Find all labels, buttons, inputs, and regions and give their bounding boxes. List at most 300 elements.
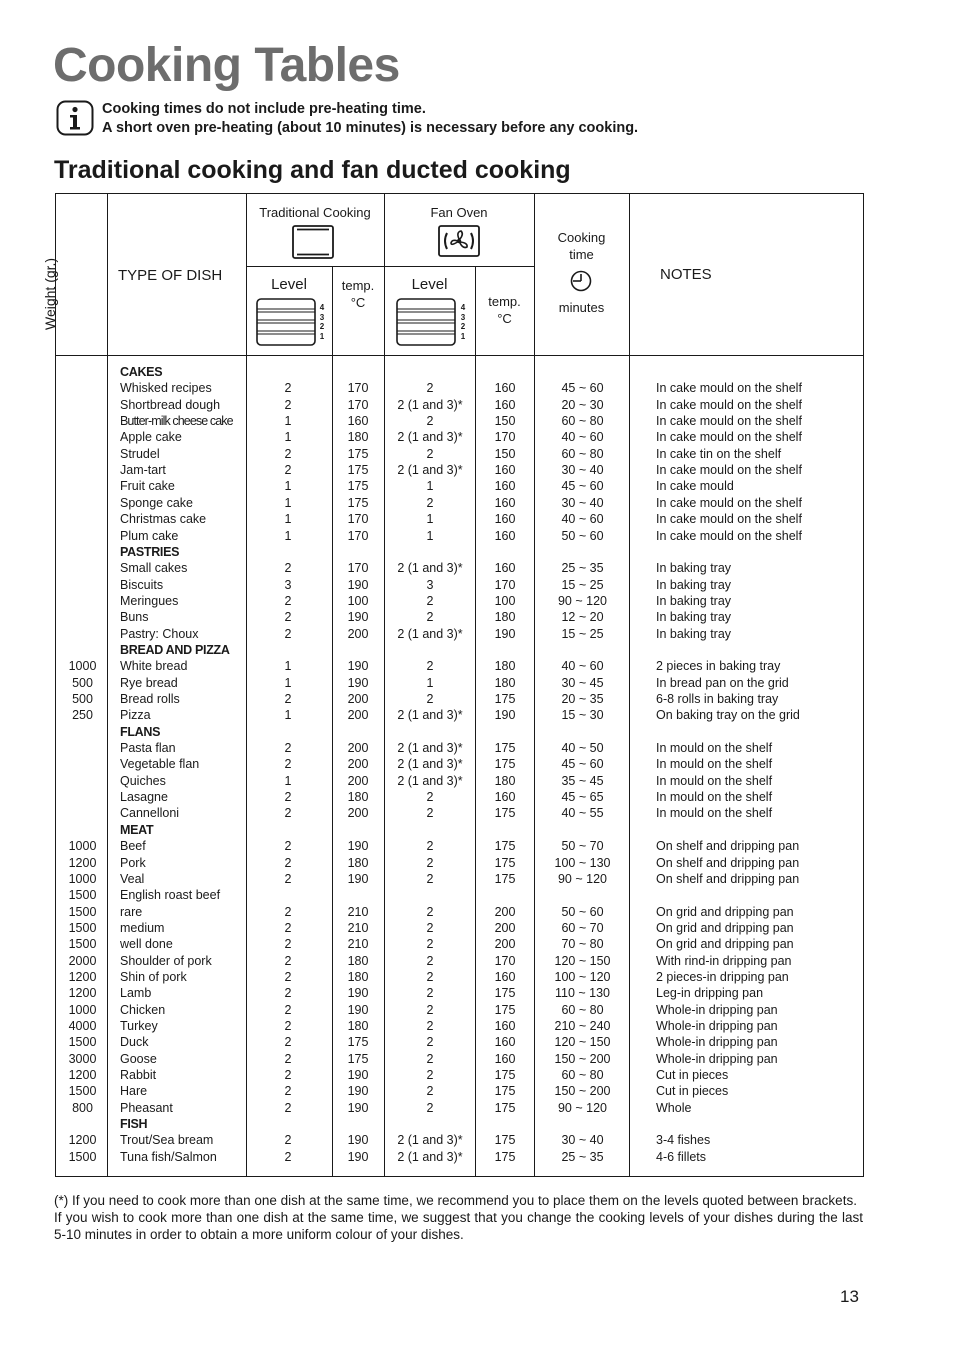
fan-level-cell: 2 xyxy=(426,659,434,674)
dish-cell: medium xyxy=(120,920,165,935)
traditional-level-cell: 3 xyxy=(284,577,292,592)
notes-cell: In baking tray xyxy=(656,610,732,625)
fan-level-cell: 2 xyxy=(426,381,434,396)
notes-cell: Whole-in dripping pan xyxy=(656,1002,778,1017)
fan-level-cell: 2 xyxy=(426,855,434,870)
traditional-level-cell: 2 xyxy=(284,871,292,886)
dish-cell: Shoulder of pork xyxy=(120,953,212,968)
traditional-level-cell: 2 xyxy=(284,463,292,478)
page-number: 13 xyxy=(840,1287,859,1306)
notes-cell: In mould on the shelf xyxy=(656,790,773,805)
notes-cell: 3-4 fishes xyxy=(656,1133,711,1148)
cooking-time-cell: 12 ~ 20 xyxy=(561,610,604,625)
traditional-temp-cell: 210 xyxy=(347,937,369,952)
fan-level-numbers xyxy=(459,303,467,341)
fan-level-cell: 2 xyxy=(426,610,434,625)
page-title: Cooking Tables xyxy=(53,39,400,92)
temp-unit: °C xyxy=(497,311,512,326)
level-number: 2 xyxy=(319,322,325,331)
fan-level-cell: 2 xyxy=(426,414,434,429)
traditional-temp-cell: 175 xyxy=(347,446,369,461)
type-of-dish-header: TYPE OF DISH xyxy=(118,267,223,284)
table-row xyxy=(55,1051,864,1067)
cooking-time-cell: 150 ~ 200 xyxy=(554,1084,611,1099)
weight-cell: 1500 xyxy=(68,1084,97,1099)
weight-cell: 1500 xyxy=(68,888,97,903)
fan-temp-cell: 160 xyxy=(494,463,516,478)
traditional-oven-icon xyxy=(292,225,334,259)
fan-temp-cell: 190 xyxy=(494,708,516,723)
traditional-temp-cell: 210 xyxy=(347,904,369,919)
dish-cell: Jam-tart xyxy=(120,463,166,478)
table-row xyxy=(55,871,864,887)
cooking-time-cell: 15 ~ 30 xyxy=(561,708,604,723)
table-row xyxy=(55,593,864,609)
traditional-level-cell: 2 xyxy=(284,969,292,984)
cooking-time-cell: 50 ~ 70 xyxy=(561,839,604,854)
traditional-level-cell: 2 xyxy=(284,593,292,608)
traditional-temp-cell: 200 xyxy=(347,806,369,821)
table-row xyxy=(55,446,864,462)
cooking-time-cell: 60 ~ 80 xyxy=(561,446,604,461)
fan-level-cell: 2 xyxy=(426,920,434,935)
section-heading: CAKES xyxy=(120,365,163,379)
dish-cell: Buns xyxy=(120,610,149,625)
fan-level-cell: 2 (1 and 3)* xyxy=(397,430,463,445)
cooking-time-cell: 45 ~ 60 xyxy=(561,757,604,772)
section-heading: FLANS xyxy=(120,724,161,739)
fan-level-header: Level xyxy=(411,276,448,293)
fan-level-cell: 2 (1 and 3)* xyxy=(397,773,463,788)
fan-temp-cell: 160 xyxy=(494,381,516,396)
traditional-temp-cell: 190 xyxy=(347,1133,369,1148)
notes-cell: In baking tray xyxy=(656,593,732,608)
dish-cell: Meringues xyxy=(120,593,179,608)
traditional-level-cell: 1 xyxy=(284,495,292,510)
traditional-temp-cell: 200 xyxy=(347,757,369,772)
cooking-label: Cooking xyxy=(557,230,606,245)
clock-icon xyxy=(570,270,592,292)
fan-temp-cell: 180 xyxy=(494,610,516,625)
traditional-level-cell: 2 xyxy=(284,397,292,412)
fan-level-cell: 2 xyxy=(426,1084,434,1099)
cooking-time-cell: 40 ~ 60 xyxy=(561,512,604,527)
notes-cell: 2 pieces-in dripping pan xyxy=(656,969,789,984)
cooking-time-cell: 25 ~ 35 xyxy=(561,561,604,576)
table-row xyxy=(55,789,864,805)
fan-temp-cell: 200 xyxy=(494,904,516,919)
traditional-level-cell: 2 xyxy=(284,1019,292,1033)
notes-cell: On shelf and dripping pan xyxy=(656,855,800,870)
traditional-temp-cell: 100 xyxy=(347,593,369,608)
traditional-temp-cell: 190 xyxy=(347,1068,369,1083)
fan-temp-cell: 200 xyxy=(494,920,516,935)
traditional-level-cell: 1 xyxy=(284,773,292,788)
fan-temp-cell: 175 xyxy=(494,806,516,821)
traditional-temp-cell: 190 xyxy=(347,1149,369,1164)
traditional-temp-cell: 175 xyxy=(347,463,369,478)
fan-level-cell: 1 xyxy=(426,512,434,527)
info-line-1: Cooking times do not include pre-heating time. xyxy=(102,101,426,117)
cooking-time-cell: 20 ~ 30 xyxy=(561,397,604,412)
notes-cell: In cake mould on the shelf xyxy=(656,397,802,412)
traditional-level-cell: 2 xyxy=(284,1084,292,1099)
cooking-time-cell: 30 ~ 40 xyxy=(561,463,604,478)
notes-cell: 4-6 fillets xyxy=(656,1149,707,1164)
fan-temp-cell: 175 xyxy=(494,1068,516,1083)
fan-temp-cell: 175 xyxy=(494,839,516,854)
traditional-temp-header xyxy=(332,277,384,311)
table-row xyxy=(55,429,864,445)
section-row xyxy=(55,364,864,380)
notes-cell: On grid and dripping pan xyxy=(656,937,794,952)
table-row xyxy=(55,1083,864,1099)
fan-temp-cell: 175 xyxy=(494,1133,516,1148)
fan-level-cell: 2 xyxy=(426,904,434,919)
dish-cell: Biscuits xyxy=(120,577,164,592)
fan-level-diagram xyxy=(396,298,456,346)
cooking-time-cell: 20 ~ 35 xyxy=(561,692,604,706)
weight-cell: 800 xyxy=(72,1100,93,1115)
fan-temp-cell: 170 xyxy=(494,430,516,445)
dish-cell: Vegetable flan xyxy=(120,757,200,772)
notes-cell: On grid and dripping pan xyxy=(656,904,794,919)
notes-cell: In cake mould xyxy=(656,479,734,494)
traditional-level-cell: 1 xyxy=(284,675,292,690)
notes-cell: Whole-in dripping pan xyxy=(656,1019,778,1033)
cooking-time-cell: 45 ~ 60 xyxy=(561,381,604,396)
fan-level-cell: 2 (1 and 3)* xyxy=(397,741,463,756)
fan-level-cell: 2 xyxy=(426,1100,434,1115)
cooking-time-cell: 90 ~ 120 xyxy=(557,871,607,886)
traditional-level-cell: 2 xyxy=(284,741,292,756)
notes-cell: Whole xyxy=(656,1100,692,1115)
fan-oven-header: Fan Oven xyxy=(430,205,488,220)
info-icon xyxy=(56,100,94,136)
section-row xyxy=(55,822,864,838)
notes-cell: On shelf and dripping pan xyxy=(656,871,800,886)
dish-cell: Pasta flan xyxy=(120,741,176,756)
weight-cell: 1500 xyxy=(68,920,97,935)
weight-cell: 1200 xyxy=(68,1133,97,1148)
cooking-time-cell: 40 ~ 50 xyxy=(561,741,604,756)
fan-temp-cell: 190 xyxy=(494,626,516,641)
cooking-time-cell: 50 ~ 60 xyxy=(561,528,604,543)
traditional-temp-cell: 190 xyxy=(347,871,369,886)
fan-level-cell: 2 (1 and 3)* xyxy=(397,561,463,576)
traditional-level-cell: 1 xyxy=(284,414,292,429)
traditional-temp-cell: 180 xyxy=(347,953,369,968)
dish-cell: Trout/Sea bream xyxy=(120,1133,214,1148)
traditional-temp-cell: 200 xyxy=(347,708,369,723)
cooking-time-cell: 110 ~ 130 xyxy=(554,986,611,1001)
dish-cell: English roast beef xyxy=(120,888,221,903)
fan-temp-cell: 175 xyxy=(494,855,516,870)
table-row xyxy=(55,707,864,723)
traditional-temp-cell: 200 xyxy=(347,626,369,641)
table-row xyxy=(55,577,864,593)
traditional-temp-cell: 190 xyxy=(347,839,369,854)
fan-level-cell: 2 xyxy=(426,839,434,854)
notes-cell: In mould on the shelf xyxy=(656,741,773,756)
table-row xyxy=(55,560,864,576)
traditional-temp-cell: 190 xyxy=(347,675,369,690)
time-label: time xyxy=(569,247,594,262)
dish-cell: Rabbit xyxy=(120,1068,157,1083)
cooking-time-cell: 100 ~ 120 xyxy=(554,969,611,984)
fan-level-cell: 2 (1 and 3)* xyxy=(397,1133,463,1148)
table-row xyxy=(55,969,864,985)
fan-level-cell: 2 xyxy=(426,593,434,608)
fan-temp-cell: 160 xyxy=(494,512,516,527)
cooking-time-cell: 120 ~ 150 xyxy=(554,953,611,968)
traditional-level-diagram xyxy=(256,298,316,346)
table-row xyxy=(55,626,864,642)
table-row xyxy=(55,805,864,821)
level-number: 4 xyxy=(319,303,325,312)
table-row xyxy=(55,658,864,674)
cooking-time-cell: 120 ~ 150 xyxy=(554,1035,611,1050)
traditional-level-cell: 2 xyxy=(284,1035,292,1050)
fan-temp-cell: 175 xyxy=(494,692,516,706)
cooking-time-cell: 40 ~ 60 xyxy=(561,659,604,674)
level-number: 3 xyxy=(319,312,325,322)
traditional-temp-cell: 200 xyxy=(347,741,369,756)
traditional-temp-cell: 200 xyxy=(347,773,369,788)
traditional-level-cell: 2 xyxy=(284,381,292,396)
fan-temp-cell: 175 xyxy=(494,986,516,1001)
cooking-time-cell: 15 ~ 25 xyxy=(561,577,604,592)
notes-cell: Leg-in dripping pan xyxy=(656,986,764,1001)
dish-cell: Chicken xyxy=(120,1002,166,1017)
dish-cell: Tuna fish/Salmon xyxy=(120,1149,217,1164)
section-heading: FISH xyxy=(120,1117,148,1132)
fan-temp-header xyxy=(475,293,534,327)
fan-level-cell: 3 xyxy=(426,577,434,592)
cooking-time-cell: 30 ~ 40 xyxy=(561,495,604,510)
dish-cell: Apple cake xyxy=(120,430,182,445)
fan-level-cell: 2 xyxy=(426,937,434,952)
traditional-level-cell: 2 xyxy=(284,839,292,854)
fan-level-cell: 2 xyxy=(426,806,434,821)
notes-cell: Whole-in dripping pan xyxy=(656,1051,778,1066)
fan-temp-cell: 170 xyxy=(494,953,516,968)
traditional-cooking-header: Traditional Cooking xyxy=(259,205,371,220)
dish-cell: Plum cake xyxy=(120,528,179,543)
traditional-level-cell: 2 xyxy=(284,1133,292,1148)
table-row xyxy=(55,495,864,511)
dish-cell: Turkey xyxy=(120,1019,158,1033)
notes-cell: On baking tray on the grid xyxy=(656,708,800,723)
weight-cell: 1200 xyxy=(68,855,97,870)
fan-temp-cell: 160 xyxy=(494,528,516,543)
traditional-level-cell: 2 xyxy=(284,1051,292,1066)
fan-level-cell: 2 (1 and 3)* xyxy=(397,1149,463,1164)
cooking-time-cell: 45 ~ 65 xyxy=(561,790,604,805)
notes-cell: Cut in pieces xyxy=(656,1084,729,1099)
dish-cell: rare xyxy=(120,904,143,919)
traditional-level-cell: 2 xyxy=(284,855,292,870)
cooking-time-cell: 40 ~ 60 xyxy=(561,430,604,445)
section-heading: PASTRIES xyxy=(120,544,180,559)
traditional-temp-cell: 160 xyxy=(347,414,369,429)
cooking-time-cell: 100 ~ 130 xyxy=(554,855,611,870)
dish-cell: Christmas cake xyxy=(120,512,207,527)
dish-cell: Strudel xyxy=(120,446,160,461)
fan-temp-cell: 180 xyxy=(494,773,516,788)
temp-label: temp. xyxy=(488,294,521,309)
traditional-level-cell: 2 xyxy=(284,692,292,706)
traditional-temp-cell: 170 xyxy=(347,512,369,527)
dish-cell: Rye bread xyxy=(120,675,178,690)
fan-temp-cell: 200 xyxy=(494,937,516,952)
weight-cell: 1500 xyxy=(68,937,97,952)
weight-cell: 1500 xyxy=(68,904,97,919)
table-row xyxy=(55,1100,864,1116)
table-row xyxy=(55,838,864,854)
fan-level-cell: 2 xyxy=(426,790,434,805)
header-divider xyxy=(55,355,864,356)
traditional-level-numbers xyxy=(318,303,326,341)
dish-cell: Pastry: Choux xyxy=(120,626,199,641)
traditional-temp-cell: 170 xyxy=(347,528,369,543)
fan-level-cell: 2 (1 and 3)* xyxy=(397,397,463,412)
section-title: Traditional cooking and fan ducted cooking xyxy=(54,156,571,184)
fan-level-cell: 2 xyxy=(426,1051,434,1066)
table-row xyxy=(55,691,864,707)
table-row xyxy=(55,397,864,413)
temp-label: temp. xyxy=(341,278,375,293)
cooking-time-cell: 70 ~ 80 xyxy=(561,937,604,952)
weight-cell: 1500 xyxy=(68,1149,97,1164)
notes-cell: In cake mould on the shelf xyxy=(656,414,802,429)
minutes-header: minutes xyxy=(558,300,605,315)
notes-cell: In cake mould on the shelf xyxy=(656,495,802,510)
traditional-level-header: Level xyxy=(271,276,307,293)
table-row xyxy=(55,887,864,903)
fan-level-cell: 2 xyxy=(426,871,434,886)
table-row xyxy=(55,773,864,789)
dish-cell: Fruit cake xyxy=(120,479,175,494)
traditional-temp-cell: 190 xyxy=(347,1084,369,1099)
level-number: 4 xyxy=(460,303,466,312)
dish-cell: White bread xyxy=(120,659,188,674)
traditional-level-cell: 1 xyxy=(284,430,292,445)
dish-cell: Lasagne xyxy=(120,790,168,805)
table-row xyxy=(55,609,864,625)
notes-cell: In cake mould on the shelf xyxy=(656,512,802,527)
dish-cell: Goose xyxy=(120,1051,157,1066)
fan-level-cell: 1 xyxy=(426,528,434,543)
weight-cell: 3000 xyxy=(68,1051,97,1066)
traditional-temp-cell: 170 xyxy=(347,561,369,576)
table-row xyxy=(55,413,864,429)
traditional-level-cell: 2 xyxy=(284,986,292,1001)
fan-temp-cell: 100 xyxy=(494,593,516,608)
traditional-temp-cell: 175 xyxy=(347,479,369,494)
traditional-level-cell: 1 xyxy=(284,512,292,527)
cooking-time-cell: 90 ~ 120 xyxy=(557,593,607,608)
traditional-level-cell: 2 xyxy=(284,561,292,576)
dish-cell: Cannelloni xyxy=(120,806,180,821)
weight-cell: 1200 xyxy=(68,969,97,984)
cooking-time-cell: 30 ~ 45 xyxy=(561,675,604,690)
table-row xyxy=(55,1034,864,1050)
traditional-temp-cell: 180 xyxy=(347,855,369,870)
section-row xyxy=(55,642,864,658)
traditional-temp-cell: 180 xyxy=(347,969,369,984)
fan-level-cell: 2 (1 and 3)* xyxy=(397,757,463,772)
notes-cell: In cake tin on the shelf xyxy=(656,446,782,461)
notes-cell: Whole-in dripping pan xyxy=(656,1035,778,1050)
table-row xyxy=(55,675,864,691)
dish-cell: Pheasant xyxy=(120,1100,173,1115)
cooking-time-cell: 40 ~ 55 xyxy=(561,806,604,821)
dish-cell: Beef xyxy=(120,839,146,854)
traditional-level-cell: 2 xyxy=(284,806,292,821)
fan-level-cell: 2 xyxy=(426,1019,434,1033)
notes-cell: On grid and dripping pan xyxy=(656,920,794,935)
cooking-time-cell: 90 ~ 120 xyxy=(557,1100,607,1115)
weight-cell: 1000 xyxy=(68,659,97,674)
traditional-temp-cell: 200 xyxy=(347,692,369,706)
fan-level-cell: 2 xyxy=(426,969,434,984)
dish-cell: Whisked recipes xyxy=(120,381,212,396)
table-row xyxy=(55,1132,864,1148)
weight-cell: 250 xyxy=(72,708,93,723)
fan-level-cell: 2 xyxy=(426,953,434,968)
fan-level-cell: 2 (1 and 3)* xyxy=(397,626,463,641)
notes-cell: On shelf and dripping pan xyxy=(656,839,800,854)
notes-cell: In baking tray xyxy=(656,626,732,641)
table-row xyxy=(55,740,864,756)
fan-temp-cell: 180 xyxy=(494,659,516,674)
traditional-level-cell: 2 xyxy=(284,1149,292,1164)
table-row xyxy=(55,855,864,871)
weight-cell: 1200 xyxy=(68,986,97,1001)
footnote xyxy=(54,1192,863,1244)
dish-cell: Shortbread dough xyxy=(120,397,221,412)
dish-cell: Veal xyxy=(120,871,145,886)
cooking-time-cell: 150 ~ 200 xyxy=(554,1051,611,1066)
table-row xyxy=(55,756,864,772)
info-note xyxy=(102,100,638,138)
temp-unit: °C xyxy=(350,295,366,310)
footnote-paragraph-2: If you wish to cook more than one dish at the same time, we suggest that you change the cooking levels of your dishes during the last 5-10 minutes in order to obtain a more uniform colour of your dishes. xyxy=(54,1210,863,1243)
weight-header: Weight (gr.) xyxy=(42,257,58,330)
notes-cell: In mould on the shelf xyxy=(656,757,773,772)
notes-cell: In cake mould on the shelf xyxy=(656,528,802,543)
section-row xyxy=(55,544,864,560)
fan-level-cell: 2 xyxy=(426,692,434,706)
dish-cell: Pork xyxy=(120,855,146,870)
fan-level-cell: 2 (1 and 3)* xyxy=(397,708,463,723)
section-row xyxy=(55,724,864,740)
weight-cell: 1500 xyxy=(68,1035,97,1050)
weight-cell: 4000 xyxy=(68,1019,97,1033)
weight-cell: 500 xyxy=(72,675,93,690)
fan-level-cell: 2 xyxy=(426,446,434,461)
weight-cell: 1200 xyxy=(68,1068,97,1083)
fan-temp-cell: 175 xyxy=(494,741,516,756)
notes-cell: In cake mould on the shelf xyxy=(656,381,802,396)
fan-temp-cell: 175 xyxy=(494,1002,516,1017)
notes-cell: In bread pan on the grid xyxy=(656,675,789,690)
fan-temp-cell: 150 xyxy=(494,446,516,461)
fan-level-cell: 1 xyxy=(426,479,434,494)
traditional-level-cell: 2 xyxy=(284,937,292,952)
table-row xyxy=(55,462,864,478)
